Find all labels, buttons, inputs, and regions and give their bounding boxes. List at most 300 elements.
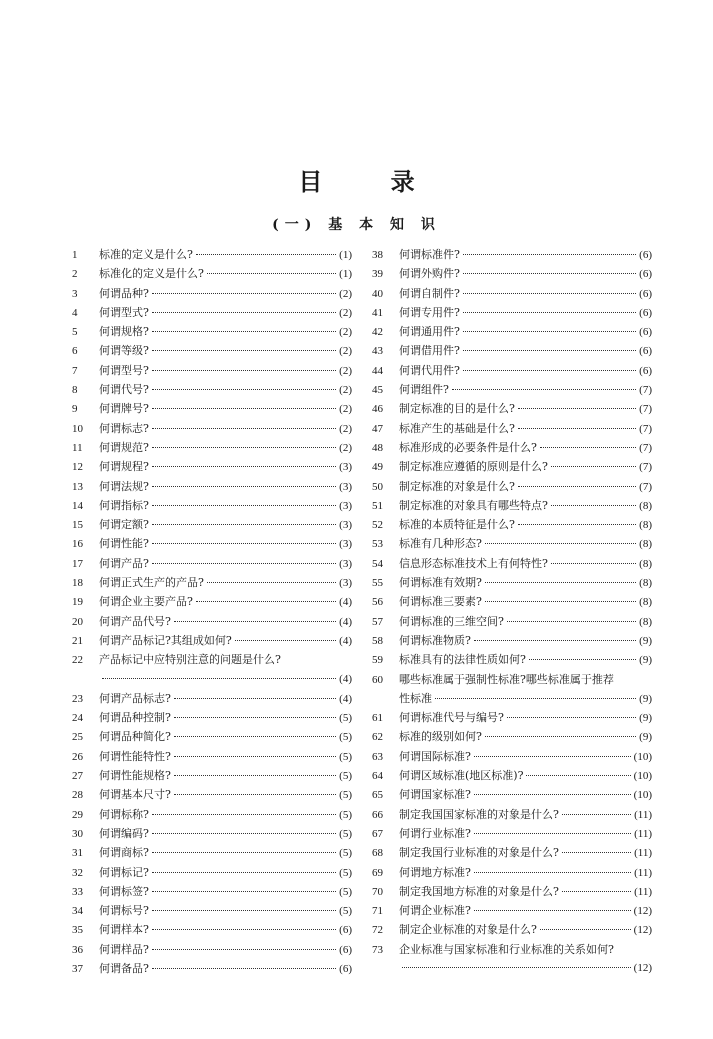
toc-entry: [72, 341, 352, 360]
toc-entry: [372, 303, 652, 322]
entry-question: 何谓国际标准?: [399, 749, 471, 763]
toc-entry: [72, 284, 352, 303]
dot-leader: [152, 505, 336, 506]
entry-question: 何谓正式生产的产品?: [99, 576, 204, 590]
dot-leader: [152, 466, 336, 467]
toc-entry: [372, 341, 652, 360]
entry-number: 36: [72, 943, 83, 956]
entry-question: 制定企业标准的对象是什么?: [399, 923, 537, 937]
entry-number: 47: [372, 422, 383, 435]
dot-leader: [463, 312, 636, 313]
toc-entry: [72, 920, 352, 939]
entry-page: (8): [639, 519, 652, 532]
dot-leader: [463, 350, 636, 351]
entry-page: (2): [339, 345, 352, 358]
entry-page: (5): [339, 847, 352, 860]
entry-page: (4): [339, 596, 352, 609]
toc-entry: [72, 612, 352, 631]
entry-page: (6): [639, 287, 652, 300]
entry-number: 45: [372, 384, 383, 397]
toc-entry: [72, 940, 352, 959]
dot-leader: [518, 428, 636, 429]
entry-question: 标准的本质特征是什么?: [399, 518, 515, 532]
toc-entry: [72, 766, 352, 785]
entry-number: 65: [372, 789, 383, 802]
toc-entry: [72, 457, 352, 476]
entry-number: 2: [72, 268, 78, 281]
entry-page: (5): [339, 750, 352, 763]
dot-leader: [474, 872, 631, 873]
entry-page: (2): [339, 384, 352, 397]
dot-leader: [152, 486, 336, 487]
entry-page: (8): [639, 615, 652, 628]
entry-page: (2): [339, 364, 352, 377]
toc-entry: [372, 824, 652, 843]
entry-page: (7): [639, 441, 652, 454]
entry-page: (11): [634, 847, 652, 860]
entry-number: 51: [372, 499, 383, 512]
entry-number: 43: [372, 345, 383, 358]
toc-entry: [72, 708, 352, 727]
entry-question: 何谓牌号?: [99, 402, 149, 416]
entry-number: 64: [372, 770, 383, 783]
entry-page: (4): [339, 634, 352, 647]
entry-question: 制定我国行业标准的对象是什么?: [399, 846, 559, 860]
entry-page: (12): [633, 924, 652, 937]
entry-page: (6): [639, 268, 652, 281]
entry-number: 54: [372, 557, 383, 570]
entry-number: 7: [72, 364, 78, 377]
entry-number: 22: [72, 654, 83, 667]
toc-entry: [372, 689, 652, 708]
entry-page: (3): [339, 577, 352, 590]
dot-leader: [463, 293, 636, 294]
dot-leader: [152, 389, 336, 390]
dot-leader: [485, 543, 636, 544]
entry-page: (2): [339, 403, 352, 416]
toc-entry: [72, 631, 352, 650]
dot-leader: [152, 949, 336, 950]
entry-question: 何谓标号?: [99, 904, 149, 918]
toc-entry: [72, 824, 352, 843]
dot-leader: [463, 254, 636, 255]
entry-number: 6: [72, 345, 78, 358]
entry-number: 32: [72, 866, 83, 879]
dot-leader: [485, 582, 636, 583]
dot-leader: [152, 814, 336, 815]
entry-question: 何谓样品?: [99, 942, 149, 956]
dot-leader: [152, 293, 336, 294]
entry-number: 4: [72, 306, 78, 319]
entry-number: 58: [372, 634, 383, 647]
entry-page: (5): [339, 905, 352, 918]
dot-leader: [507, 717, 636, 718]
toc-entry: [72, 650, 352, 669]
toc-entry: [72, 670, 352, 689]
entry-page: (4): [339, 615, 352, 628]
entry-question: 标准有几种形态?: [399, 537, 482, 551]
entry-page: (8): [639, 557, 652, 570]
entry-question: 何谓编码?: [99, 826, 149, 840]
dot-leader: [152, 833, 336, 834]
dot-leader: [102, 678, 336, 679]
entry-question: 何谓标准件?: [399, 248, 460, 261]
dot-leader: [562, 814, 631, 815]
entry-question: 何谓性能?: [99, 537, 149, 551]
dot-leader: [174, 717, 336, 718]
toc-entry: [372, 515, 652, 534]
toc-entry: [72, 863, 352, 882]
entry-number: 60: [372, 673, 383, 686]
entry-page: (7): [639, 403, 652, 416]
dot-leader: [518, 408, 636, 409]
toc-entry: [372, 805, 652, 824]
toc-entry: [372, 264, 652, 283]
entry-page: (5): [339, 808, 352, 821]
toc-entry: [372, 380, 652, 399]
toc-entry: [372, 785, 652, 804]
entry-page: (11): [634, 866, 652, 879]
entry-page: (6): [639, 306, 652, 319]
entry-number: 57: [372, 615, 383, 628]
entry-page: (10): [633, 750, 652, 763]
entry-page: (5): [339, 731, 352, 744]
entry-number: 33: [72, 885, 83, 898]
entry-page: (3): [339, 480, 352, 493]
entry-page: (2): [339, 306, 352, 319]
entry-page: (11): [634, 885, 652, 898]
entry-question: 标准化的定义是什么?: [99, 267, 204, 281]
entry-question: 何谓区域标准(地区标准)?: [399, 769, 524, 783]
entry-question: 何谓标准代号与编号?: [399, 711, 504, 725]
toc-entry: [72, 399, 352, 418]
entry-question: 性标准: [399, 691, 432, 705]
entry-page: (5): [339, 866, 352, 879]
dot-leader: [474, 910, 631, 911]
entry-number: 73: [372, 943, 383, 956]
entry-number: 38: [372, 249, 383, 261]
entry-question: 企业标准与国家标准和行业标准的关系如何?: [399, 942, 614, 956]
dot-leader: [551, 466, 636, 467]
entry-number: 10: [72, 422, 83, 435]
toc-entry: [372, 245, 652, 264]
entry-number: 71: [372, 905, 383, 918]
entry-question: 何谓国家标准?: [399, 788, 471, 802]
entry-number: 9: [72, 403, 78, 416]
dot-leader: [152, 370, 336, 371]
toc-entry: [72, 747, 352, 766]
toc-entry: [72, 959, 352, 978]
toc-entry: [72, 727, 352, 746]
toc-entry: [372, 322, 652, 341]
toc-entry: [72, 592, 352, 611]
toc-entry: [72, 419, 352, 438]
entry-question: 何谓专用件?: [399, 305, 460, 319]
entry-number: 68: [372, 847, 383, 860]
dot-leader: [152, 872, 336, 873]
toc-entry: [372, 747, 652, 766]
entry-page: (10): [633, 789, 652, 802]
entry-page: (3): [339, 519, 352, 532]
toc-entry: [72, 245, 352, 264]
dot-leader: [518, 486, 636, 487]
entry-question: 何谓代号?: [99, 383, 149, 397]
entry-question: 何谓备品?: [99, 961, 149, 975]
entry-number: 5: [72, 326, 78, 339]
entry-question: 标准的定义是什么?: [99, 248, 193, 261]
dot-leader: [485, 736, 636, 737]
entry-number: 63: [372, 750, 383, 763]
toc-entry: [72, 805, 352, 824]
entry-question: 何谓自制件?: [399, 286, 460, 300]
entry-question: 何谓基本尺寸?: [99, 788, 171, 802]
entry-question: 何谓组件?: [399, 383, 449, 397]
entry-number: 66: [372, 808, 383, 821]
dot-leader: [174, 621, 336, 622]
entry-page: (3): [339, 557, 352, 570]
dot-leader: [174, 775, 336, 776]
entry-question: 何谓地方标准?: [399, 865, 471, 879]
dot-leader: [152, 910, 336, 911]
entry-question: 标准的级别如何?: [399, 730, 482, 744]
entry-number: 69: [372, 866, 383, 879]
entry-number: 53: [372, 538, 383, 551]
entry-question: 何谓代用件?: [399, 363, 460, 377]
dot-leader: [526, 775, 630, 776]
entry-number: 30: [72, 827, 83, 840]
entry-question: 制定我国国家标准的对象是什么?: [399, 807, 559, 821]
entry-question: 何谓产品标志?: [99, 691, 171, 705]
dot-leader: [463, 331, 636, 332]
entry-question: 何谓规格?: [99, 325, 149, 339]
entry-question: 何谓性能规格?: [99, 769, 171, 783]
entry-question: 制定我国地方标准的对象是什么?: [399, 884, 559, 898]
entry-page: (3): [339, 499, 352, 512]
entry-page: (6): [639, 326, 652, 339]
entry-question: 何谓企业标准?: [399, 904, 471, 918]
entry-page: (9): [639, 692, 652, 705]
toc-entry: [372, 882, 652, 901]
entry-page: (8): [639, 538, 652, 551]
dot-leader: [174, 698, 336, 699]
entry-page: (9): [639, 634, 652, 647]
toc-entry: [372, 612, 652, 631]
dot-leader: [518, 524, 636, 525]
entry-number: 46: [372, 403, 383, 416]
entry-number: 59: [372, 654, 383, 667]
toc-entry: [72, 303, 352, 322]
entry-page: (7): [639, 422, 652, 435]
entry-page: (2): [339, 326, 352, 339]
entry-number: 44: [372, 364, 383, 377]
entry-number: 72: [372, 924, 383, 937]
toc-entry: [372, 457, 652, 476]
entry-page: (8): [639, 577, 652, 590]
dot-leader: [452, 389, 636, 390]
entry-question: 制定标准的目的是什么?: [399, 402, 515, 416]
entry-question: 产品标记中应特别注意的问题是什么?: [99, 653, 281, 667]
toc-entry: [372, 708, 652, 727]
dot-leader: [540, 929, 631, 930]
entry-question: 何谓品种?: [99, 286, 149, 300]
entry-question: 何谓规程?: [99, 460, 149, 474]
entry-page: (12): [633, 905, 652, 918]
entry-page: (6): [339, 962, 352, 975]
toc-entry: [72, 689, 352, 708]
entry-question: 何谓产品?: [99, 556, 149, 570]
dot-leader: [540, 447, 636, 448]
dot-leader: [152, 891, 336, 892]
entry-number: 12: [72, 461, 83, 474]
entry-question: 何谓品种控制?: [99, 711, 171, 725]
toc-right-column: [372, 245, 652, 978]
entry-page: (1): [339, 268, 352, 281]
entry-question: 何谓标签?: [99, 884, 149, 898]
entry-question: 何谓通用件?: [399, 325, 460, 339]
entry-number: 39: [372, 268, 383, 281]
dot-leader: [435, 698, 636, 699]
toc-left-column: [72, 245, 352, 978]
entry-number: 18: [72, 577, 83, 590]
entry-question: 何谓外购件?: [399, 267, 460, 281]
dot-leader: [152, 350, 336, 351]
entry-page: (4): [339, 692, 352, 705]
entry-question: 何谓定额?: [99, 518, 149, 532]
entry-page: (3): [339, 461, 352, 474]
entry-number: 28: [72, 789, 83, 802]
entry-question: 何谓产品代号?: [99, 614, 171, 628]
entry-page: (7): [639, 480, 652, 493]
entry-number: 55: [372, 577, 383, 590]
entry-number: 34: [72, 905, 83, 918]
dot-leader: [207, 582, 336, 583]
entry-page: (6): [639, 345, 652, 358]
dot-leader: [174, 736, 336, 737]
dot-leader: [474, 756, 631, 757]
toc-entry: [372, 554, 652, 573]
entry-question: 标准形成的必要条件是什么?: [399, 440, 537, 454]
dot-leader: [529, 659, 636, 660]
entry-question: 标准产生的基础是什么?: [399, 421, 515, 435]
dot-leader: [474, 833, 631, 834]
entry-question: 何谓型式?: [99, 305, 149, 319]
entry-number: 61: [372, 712, 383, 725]
entry-question: 何谓规范?: [99, 440, 149, 454]
entry-question: 何谓指标?: [99, 498, 149, 512]
entry-question: 何谓产品标记?其组成如何?: [99, 633, 232, 647]
entry-question: 何谓标准有效期?: [399, 576, 482, 590]
entry-number: 20: [72, 615, 83, 628]
entry-page: (7): [639, 461, 652, 474]
toc-entry: [72, 322, 352, 341]
entry-question: 何谓标记?: [99, 865, 149, 879]
dot-leader: [152, 447, 336, 448]
dot-leader: [463, 370, 636, 371]
entry-question: 何谓企业主要产品?: [99, 595, 193, 609]
entry-number: 31: [72, 847, 83, 860]
toc-entry: [372, 766, 652, 785]
toc-entry: [372, 650, 652, 669]
toc-entry: [372, 284, 652, 303]
toc-entry: [72, 843, 352, 862]
toc-entry: [72, 554, 352, 573]
entry-page: (8): [639, 499, 652, 512]
toc-entry: [72, 380, 352, 399]
entry-page: (11): [634, 827, 652, 840]
entry-question: 何谓标准三要素?: [399, 595, 482, 609]
entry-question: 何谓标志?: [99, 421, 149, 435]
toc-entry: [72, 438, 352, 457]
entry-page: (7): [639, 384, 652, 397]
entry-number: 52: [372, 519, 383, 532]
entry-number: 14: [72, 499, 83, 512]
toc-entry: [372, 477, 652, 496]
dot-leader: [474, 640, 636, 641]
entry-number: 29: [72, 808, 83, 821]
entry-question: 标准具有的法律性质如何?: [399, 653, 526, 667]
section-heading: (一) 基 本 知 识: [272, 217, 441, 233]
toc-entry: [372, 843, 652, 862]
entry-number: 42: [372, 326, 383, 339]
entry-page: (3): [339, 538, 352, 551]
entry-page: (6): [339, 924, 352, 937]
entry-question: 制定标准应遵循的原则是什么?: [399, 460, 548, 474]
toc-entry: [372, 399, 652, 418]
entry-page: (12): [633, 961, 652, 974]
entry-page: (10): [633, 770, 652, 783]
entry-number: 27: [72, 770, 83, 783]
toc-entry: [72, 477, 352, 496]
toc-entry: [72, 361, 352, 380]
toc-entry: [372, 901, 652, 920]
entry-page: (8): [639, 596, 652, 609]
dot-leader: [463, 273, 636, 274]
toc-entry: [72, 534, 352, 553]
entry-number: 21: [72, 634, 83, 647]
entry-page: (5): [339, 789, 352, 802]
dot-leader: [152, 408, 336, 409]
entry-question: 何谓标称?: [99, 807, 149, 821]
dot-leader: [174, 794, 336, 795]
entry-question: 哪些标准属于强制性标准?哪些标准属于推荐: [399, 672, 614, 686]
entry-page: (5): [339, 885, 352, 898]
toc-entry: [372, 920, 652, 939]
toc-entry: [72, 515, 352, 534]
entry-number: 70: [372, 885, 383, 898]
toc-entry: [372, 438, 652, 457]
entry-number: 8: [72, 384, 78, 397]
entry-number: 17: [72, 557, 83, 570]
entry-page: (6): [339, 943, 352, 956]
page-title: 目 录: [298, 167, 445, 196]
entry-number: 15: [72, 519, 83, 532]
toc-entry: [372, 670, 652, 689]
dot-leader: [562, 852, 631, 853]
toc-entry: [72, 785, 352, 804]
entry-page: (2): [339, 441, 352, 454]
entry-number: 25: [72, 731, 83, 744]
entry-number: 23: [72, 692, 83, 705]
entry-question: 何谓行业标准?: [399, 826, 471, 840]
entry-question: 何谓型号?: [99, 363, 149, 377]
dot-leader: [152, 543, 336, 544]
entry-question: 何谓标准的三维空间?: [399, 614, 504, 628]
toc-entry: [72, 882, 352, 901]
toc-entry: [372, 592, 652, 611]
toc-entry: [372, 419, 652, 438]
dot-leader: [152, 852, 336, 853]
dot-leader: [152, 428, 336, 429]
